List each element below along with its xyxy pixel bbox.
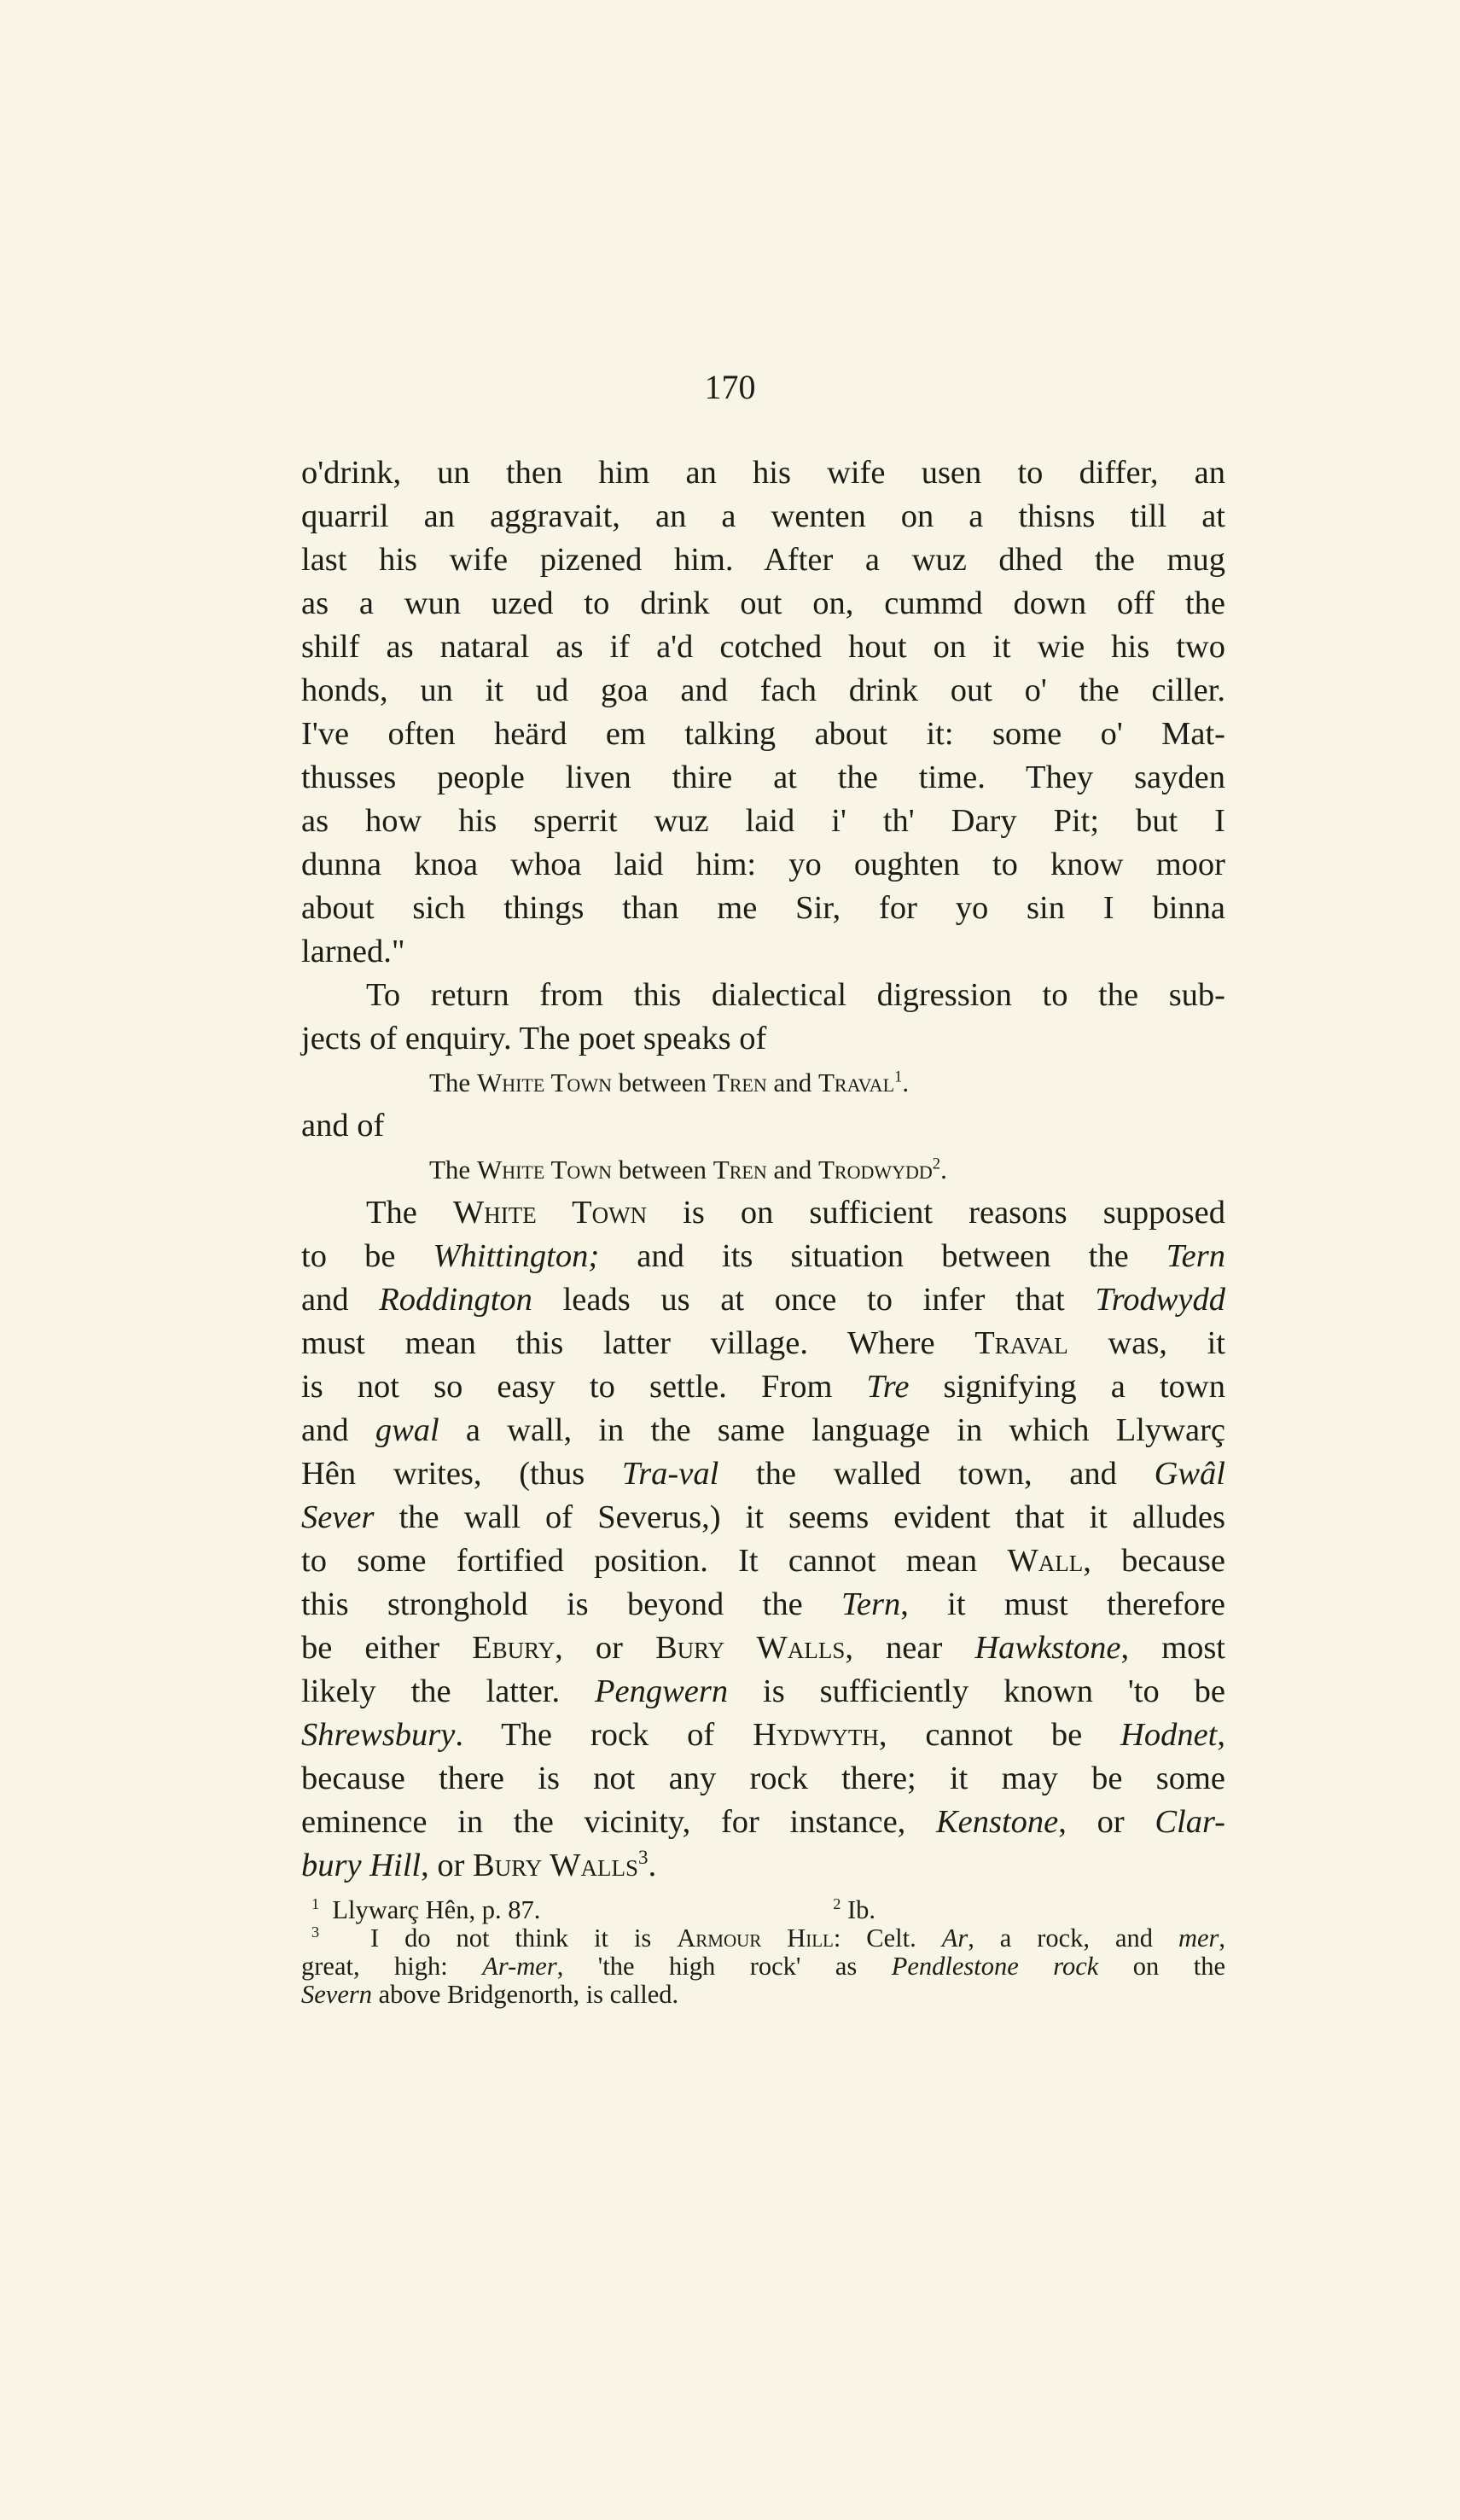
text-line: thusses people liven thire at the time. They sayden [301,759,1225,795]
text-line: and gwal a wall, in the same language in which Llywarç [301,1412,1225,1448]
text-line: to some fortified position. It cannot mean Wall, because [301,1543,1225,1579]
text-line: last his wife pizened him. After a wuz dhed the mug [301,542,1225,578]
text-line: eminence in the vicinity, for instance, Kenstone, or Clar- [301,1804,1225,1840]
text-line: as how his sperrit wuz laid i' th' Dary Pit; but I [301,803,1225,839]
text-line: likely the latter. Pengwern is sufficiently known 'to be [301,1673,1225,1709]
footnote-3-line: Severn above Bridgenorth, is called. [301,1980,679,2009]
text-line: I've often heärd em talking about it: some o' Mat- [301,716,1225,752]
text-line: because there is not any rock there; it may be some [301,1761,1225,1796]
footnote-3: $^3$ I do not think it is Armour Hill: Celt. Ar, a rock, and mer, [311,1923,1225,1953]
text-line: as a wun uzed to drink out on, cummd down off the [301,585,1225,621]
text-line: The White Town is on sufficient reasons supposed [366,1195,1226,1231]
footnote-2: $^2$ Ib. [833,1894,875,1924]
text-line: bury Hill, or Bury Walls$^3$. [301,1846,657,1883]
footnote-ref: 1 [894,1068,903,1086]
text-line: be either Ebury, or Bury Walls, near Hawkstone, most [301,1630,1225,1666]
verse-line: The White Town between Tren and Traval$^1$. [429,1068,910,1097]
text-line: this stronghold is beyond the Tern, it must therefore [301,1586,1225,1622]
text-line: Sever the wall of Severus,) it seems evident that it alludes [301,1499,1225,1535]
text-line: shilf as nataral as if a'd cotched hout on it wie his two [301,629,1225,665]
text-line: Hên writes, (thus Tra-val the walled town, and Gwâl [301,1456,1226,1492]
verse-line: The White Town between Tren and Trodwydd$^2$. [429,1155,947,1184]
text-line: about sich things than me Sir, for yo sin I binna [301,890,1225,926]
text-line: larned." [301,934,405,969]
body-text [301,451,1225,2009]
text-line: honds, un it ud goa and fach drink out o' the ciller. [301,672,1225,708]
text-line: o'drink, un then him an his wife usen to differ, an [301,455,1225,491]
text-line: and Roddington leads us at once to infer that Trodwydd [301,1282,1226,1318]
text-line: quarril an aggravait, an a wenten on a thisns till at [301,498,1225,534]
footnote-3-line: great, high: Ar-mer, 'the high rock' as Pendlestone rock on the [301,1952,1226,1981]
text-line: To return from this dialectical digression to the sub- [366,977,1225,1013]
text-line: is not so easy to settle. From Tre signifying a town [301,1369,1225,1405]
footnote-1: $^1$ Llywarç Hên, p. 87. [311,1894,541,1924]
text-line: to be Whittington; and its situation between the Tern [301,1238,1225,1274]
text-line: and of [301,1108,385,1144]
footnote-ref: 3 [638,1846,649,1869]
footnote-ref: 2 [932,1155,941,1173]
text-line: must mean this latter village. Where Traval was, it [301,1325,1225,1361]
footnote-row [301,1896,1225,1924]
page-number: 170 [704,368,756,406]
text-line: dunna knoa whoa laid him: yo oughten to know moor [301,847,1225,882]
text-line: jects of enquiry. The poet speaks of [301,1021,767,1056]
text-line: Shrewsbury. The rock of Hydwyth, cannot be Hodnet, [301,1717,1225,1753]
